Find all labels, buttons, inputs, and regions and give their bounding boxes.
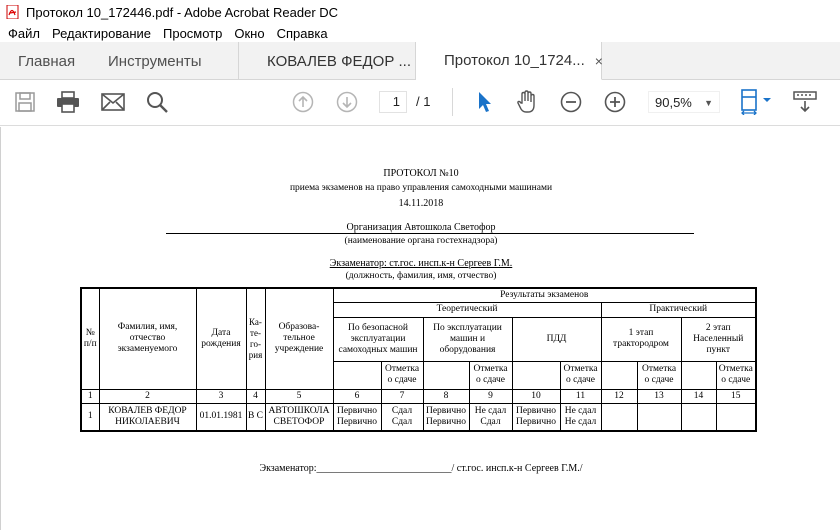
column-number: 10 xyxy=(512,389,560,403)
zoom-out-icon[interactable] xyxy=(558,89,584,115)
toolbar xyxy=(0,80,840,126)
header-mark: Отметка о сдаче xyxy=(560,361,601,389)
print-icon[interactable] xyxy=(55,89,81,115)
page-total: / 1 xyxy=(416,94,431,109)
column-number: 1 xyxy=(81,389,99,403)
row-c12 xyxy=(601,403,637,431)
next-page-icon[interactable] xyxy=(334,89,360,115)
row-c7: Сдал Сдал xyxy=(381,403,423,431)
save-icon[interactable] xyxy=(12,89,38,115)
page-number-input[interactable]: 1 xyxy=(379,91,407,113)
row-c15 xyxy=(716,403,756,431)
tab-home-label: Главная xyxy=(18,52,76,70)
hand-tool-icon[interactable] xyxy=(514,89,540,115)
menu-window[interactable]: Окно xyxy=(234,25,265,41)
tab-tools[interactable] xyxy=(92,42,239,80)
header-practice: Практический xyxy=(601,302,756,317)
row-category: В С xyxy=(246,403,265,431)
row-c11: Не сдал Не сдал xyxy=(560,403,601,431)
protocol-title: ПРОТОКОЛ №10 xyxy=(383,168,459,179)
header-equipment-operation: По эксплуатации машин и оборудования xyxy=(423,317,512,361)
tab-document-kovalev[interactable] xyxy=(239,42,416,80)
row-dob: 01.01.1981 xyxy=(196,403,246,431)
header-pdd: ПДД xyxy=(512,317,601,361)
column-number-row xyxy=(81,389,756,403)
examiner-text: Экзаменатор: ст.гос. инсп.к-н Сергеев Г.М. xyxy=(329,258,513,269)
header-stage2: 2 этап Населенный пункт xyxy=(681,317,756,361)
table-row xyxy=(81,403,756,431)
row-c9: Не сдал Сдал xyxy=(469,403,512,431)
column-number: 9 xyxy=(469,389,512,403)
zoom-in-icon[interactable] xyxy=(602,89,628,115)
pdf-page xyxy=(1,127,840,530)
column-number: 4 xyxy=(246,389,265,403)
header-education: Образова- тельное учреждение xyxy=(265,288,333,389)
row-num: 1 xyxy=(81,403,99,431)
menu-help[interactable]: Справка xyxy=(276,25,328,41)
column-number: 12 xyxy=(601,389,637,403)
menu-file[interactable]: Файл xyxy=(8,25,40,41)
header-blank xyxy=(681,361,716,389)
chevron-down-icon: ▼ xyxy=(704,98,713,108)
header-safe-operation: По безопасной эксплуатации самоходных машин xyxy=(333,317,423,361)
examiner-signature-line: Экзаменатор:___________________________/ ст.гос. инсп.к-н Сергеев Г.М./ xyxy=(259,463,583,474)
header-theory: Теоретический xyxy=(333,302,601,317)
organization-underline xyxy=(166,233,694,234)
header-category: Ка- те- го- рия xyxy=(246,288,265,389)
column-number: 6 xyxy=(333,389,381,403)
header-blank xyxy=(601,361,637,389)
row-name: КОВАЛЕВ ФЕДОР НИКОЛАЕВИЧ xyxy=(99,403,196,431)
keyboard-scroll-icon[interactable] xyxy=(792,89,818,115)
row-c10: Первично Первично xyxy=(512,403,560,431)
zoom-level-select[interactable] xyxy=(648,91,720,113)
toolbar-divider xyxy=(452,88,453,116)
acrobat-icon xyxy=(6,5,20,19)
header-num: № п/п xyxy=(81,288,99,389)
tab-bar xyxy=(0,42,840,80)
row-c6: Первично Первично xyxy=(333,403,381,431)
column-number: 11 xyxy=(560,389,601,403)
menu-edit[interactable]: Редактирование xyxy=(51,25,151,41)
tab-document-protocol[interactable] xyxy=(416,42,602,80)
header-dob: Дата рождения xyxy=(196,288,246,389)
header-mark: Отметка о сдаче xyxy=(716,361,756,389)
document-view[interactable] xyxy=(0,127,840,530)
page-fit-icon[interactable] xyxy=(738,89,774,115)
column-number: 7 xyxy=(381,389,423,403)
row-c14 xyxy=(681,403,716,431)
menu-bar xyxy=(0,24,840,42)
examiner-line xyxy=(1,258,840,269)
header-mark: Отметка о сдаче xyxy=(469,361,512,389)
header-name: Фамилия, имя, отчество экзаменуемого xyxy=(99,288,196,389)
protocol-date: 14.11.2018 xyxy=(398,198,444,209)
header-blank xyxy=(423,361,469,389)
organization: Организация Автошкола Светофор xyxy=(346,222,496,233)
window-title: Протокол 10_172446.pdf - Adobe Acrobat Reader DC xyxy=(26,4,339,20)
column-number: 15 xyxy=(716,389,756,403)
header-mark: Отметка о сдаче xyxy=(381,361,423,389)
organization-caption: (наименование органа гостехнадзора) xyxy=(344,236,498,246)
row-c13 xyxy=(637,403,681,431)
protocol-subtitle: приема экзаменов на право управления самоходными машинами xyxy=(289,183,553,193)
close-tab-icon[interactable]: × xyxy=(594,52,603,69)
select-cursor-icon[interactable] xyxy=(472,89,498,115)
header-blank xyxy=(333,361,381,389)
row-education: АВТОШКОЛА СВЕТОФОР xyxy=(265,403,333,431)
search-icon[interactable] xyxy=(144,89,170,115)
title-bar xyxy=(0,0,840,24)
row-c8: Первично Первично xyxy=(423,403,469,431)
zoom-level-value: 90,5% xyxy=(655,95,692,110)
column-number: 13 xyxy=(637,389,681,403)
header-results: Результаты экзаменов xyxy=(333,288,756,302)
mail-icon[interactable] xyxy=(100,89,126,115)
protocol-table xyxy=(80,287,757,432)
column-number: 3 xyxy=(196,389,246,403)
column-number: 2 xyxy=(99,389,196,403)
header-blank xyxy=(512,361,560,389)
header-mark: Отметка о сдаче xyxy=(637,361,681,389)
column-number: 5 xyxy=(265,389,333,403)
tab-doc2-label: Протокол 10_1724... xyxy=(444,52,585,69)
examiner-caption: (должность, фамилия, имя, отчество) xyxy=(345,271,497,281)
menu-view[interactable]: Просмотр xyxy=(163,25,223,41)
tab-home[interactable] xyxy=(0,42,92,80)
tab-doc1-label: КОВАЛЕВ ФЕДОР ... xyxy=(267,52,412,70)
header-stage1: 1 этап трактородром xyxy=(601,317,681,361)
column-number: 8 xyxy=(423,389,469,403)
previous-page-icon[interactable] xyxy=(290,89,316,115)
column-number: 14 xyxy=(681,389,716,403)
tab-tools-label: Инструменты xyxy=(108,52,202,70)
